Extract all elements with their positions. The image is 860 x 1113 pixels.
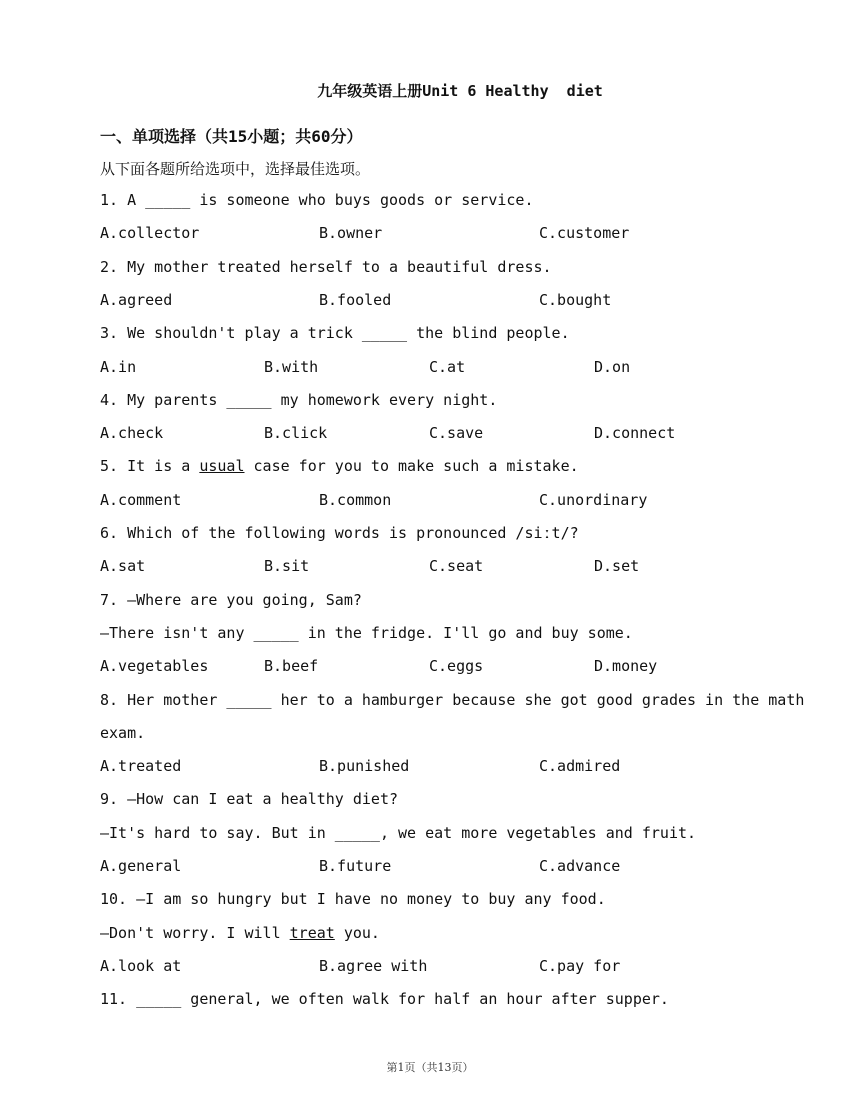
option-b[interactable]: B.fooled: [319, 290, 392, 309]
question-2-options: [100, 291, 780, 313]
question-9-line: —It's hard to say. But in _____, we eat more vegetables and fruit.: [100, 823, 697, 842]
question-8-line: 8. Her mother _____ her to a hamburger because she got good grades in the math: [100, 690, 805, 709]
question-7-options: [100, 657, 780, 679]
option-a[interactable]: A.check: [100, 424, 164, 443]
question-10-line: —Don't worry. I will treat you.: [100, 923, 380, 942]
option-b[interactable]: B.owner: [319, 224, 383, 243]
option-a[interactable]: A.collector: [100, 224, 200, 243]
question-8-line: exam.: [100, 723, 146, 742]
page-footer: 第1页（共13页）: [386, 1061, 474, 1074]
option-c[interactable]: C.advance: [539, 857, 621, 875]
question-9-line: 9. —How can I eat a healthy diet?: [100, 790, 399, 809]
instruction-text: 从下面各题所给选项中，选择最佳选项。: [100, 160, 371, 178]
question-2-line: 2. My mother treated herself to a beautiful dress.: [100, 257, 552, 276]
option-a[interactable]: A.agreed: [100, 290, 173, 309]
option-d[interactable]: D.connect: [594, 424, 676, 443]
option-c[interactable]: C.pay for: [539, 956, 621, 975]
question-3-options: [100, 358, 780, 380]
option-d[interactable]: D.money: [594, 657, 658, 676]
question-4-options: [100, 424, 780, 446]
question-1-line: 1. A _____ is someone who buys goods or service.: [100, 191, 534, 209]
option-c[interactable]: C.bought: [539, 290, 612, 309]
option-b[interactable]: B.with: [264, 357, 319, 376]
question-6-line: 6. Which of the following words is pronounced /siːt/?: [100, 524, 579, 542]
question-3-line: 3. We shouldn't play a trick _____ the blind people.: [100, 324, 570, 343]
question-1-options: [100, 224, 780, 246]
option-a[interactable]: A.in: [100, 357, 137, 376]
option-a[interactable]: A.general: [100, 857, 182, 875]
option-c[interactable]: C.at: [429, 357, 466, 376]
option-a[interactable]: A.sat: [100, 557, 146, 576]
option-d[interactable]: D.on: [594, 357, 631, 376]
question-7-line: 7. —Where are you going, Sam?: [100, 590, 362, 609]
option-a[interactable]: A.vegetables: [100, 657, 209, 676]
question-9-options: [100, 857, 780, 879]
option-c[interactable]: C.admired: [539, 757, 621, 776]
option-c[interactable]: C.eggs: [429, 657, 484, 676]
question-4-line: 4. My parents _____ my homework every night.: [100, 390, 498, 409]
page-title: 九年级英语上册Unit 6 Healthy diet: [317, 82, 603, 100]
section-heading: 一、单项选择（共15小题；共60分）: [100, 127, 363, 146]
option-b[interactable]: B.beef: [264, 657, 319, 676]
option-b[interactable]: B.future: [319, 857, 392, 875]
question-11-line: 11. _____ general, we often walk for half an hour after supper.: [100, 990, 669, 1009]
option-b[interactable]: B.common: [319, 490, 392, 509]
question-5-options: [100, 491, 780, 513]
option-b[interactable]: B.click: [264, 424, 328, 443]
question-6-options: [100, 557, 780, 579]
option-c[interactable]: C.customer: [539, 224, 630, 243]
option-b[interactable]: B.punished: [319, 757, 410, 776]
option-c[interactable]: C.unordinary: [539, 490, 648, 509]
option-c[interactable]: C.seat: [429, 557, 484, 576]
question-10-line: 10. —I am so hungry but I have no money to buy any food.: [100, 890, 606, 909]
option-d[interactable]: D.set: [594, 557, 640, 576]
option-b[interactable]: B.sit: [264, 557, 310, 576]
question-7-line: —There isn't any _____ in the fridge. I'll go and buy some.: [100, 623, 633, 642]
option-a[interactable]: A.treated: [100, 757, 182, 776]
option-b[interactable]: B.agree with: [319, 956, 428, 975]
question-8-options: [100, 757, 780, 779]
option-a[interactable]: A.look at: [100, 956, 182, 975]
option-a[interactable]: A.comment: [100, 490, 182, 509]
question-5-line: 5. It is a usual case for you to make such a mistake.: [100, 457, 579, 476]
option-c[interactable]: C.save: [429, 424, 484, 443]
question-10-options: [100, 957, 780, 979]
